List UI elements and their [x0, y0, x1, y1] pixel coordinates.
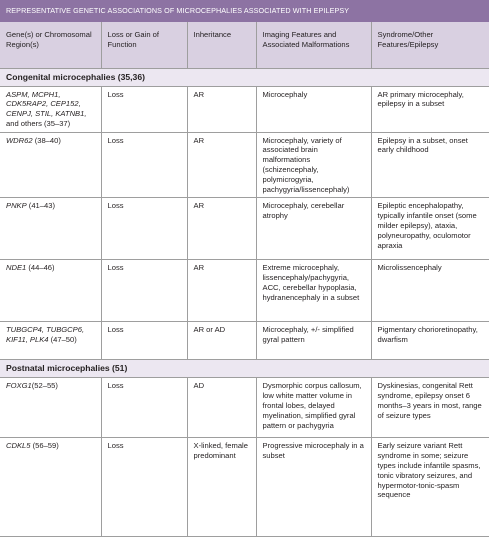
cell-imaging: Dysmorphic corpus callosum, low white matter volume in frontal lobes, delayed myelination, simplified gyral pattern or pachygyria: [256, 378, 371, 438]
cell-inheritance: AR: [187, 86, 256, 132]
gene-reference: (52–55): [31, 381, 58, 391]
header-inheritance: Inheritance: [187, 22, 256, 68]
table-row: [0, 378, 489, 438]
cell-gene: [0, 132, 101, 198]
cell-imaging: Microcephaly, +/- simplified gyral pattern: [256, 322, 371, 360]
cell-gene: [0, 260, 101, 322]
gene-name: PNKP: [6, 201, 27, 211]
cell-inheritance: AR or AD: [187, 322, 256, 360]
header-imaging: Imaging Features and Associated Malformations: [256, 22, 371, 68]
cell-imaging: Microcephaly, cerebellar atrophy: [256, 198, 371, 260]
cell-imaging: Extreme microcephaly, lissencephaly/pachygyria, ACC, cerebellar hypoplasia, hydranencephaly in a subset: [256, 260, 371, 322]
cell-gene: [0, 378, 101, 438]
cell-syndrome: Epilepsy in a subset, onset early childhood: [371, 132, 489, 198]
table-row: [0, 132, 489, 198]
cell-imaging: Microcephaly, variety of associated brain malformations (schizencephaly, polymicrogyria, pachygyria/lissencephaly): [256, 132, 371, 198]
table-header: [0, 22, 489, 68]
header-function: Loss or Gain of Function: [101, 22, 187, 68]
cell-syndrome: Dyskinesias, congenital Rett syndrome, epilepsy onset 6 months–3 years in most, range of seizure types: [371, 378, 489, 438]
cell-function: Loss: [101, 378, 187, 438]
section-row: [0, 68, 489, 86]
header-gene: Gene(s) or Chromosomal Region(s): [0, 22, 101, 68]
table-row: [0, 438, 489, 537]
gene-reference: (56–59): [30, 441, 59, 451]
cell-imaging: Progressive microcephaly in a subset: [256, 438, 371, 537]
cell-gene: [0, 198, 101, 260]
cell-syndrome: Epileptic encephalopathy, typically infantile onset (some milder epilepsy), ataxia, polyneuropathy, oculomotor apraxia: [371, 198, 489, 260]
cell-inheritance: AR: [187, 198, 256, 260]
gene-name: CDKL5: [6, 441, 31, 451]
table-body: [0, 68, 489, 537]
cell-inheritance: AR: [187, 132, 256, 198]
gene-name: WDR62: [6, 135, 33, 145]
cell-function: Loss: [101, 86, 187, 132]
genetics-table: [0, 22, 489, 537]
gene-name: FOXG1: [6, 381, 32, 391]
cell-syndrome: Early seizure variant Rett syndrome in some; seizure types include infantile spasms, tonic vibratory seizures, and hypermotor-tonic-spasm sequence: [371, 438, 489, 537]
gene-name: ASPM, MCPH1, CDK5RAP2, CEP152, CENPJ, STIL, KATNB1,: [6, 89, 87, 119]
cell-imaging: Microcephaly: [256, 86, 371, 132]
cell-gene: [0, 86, 101, 132]
cell-inheritance: AD: [187, 378, 256, 438]
table-row: [0, 322, 489, 360]
cell-syndrome: Pigmentary chorioretinopathy, dwarfism: [371, 322, 489, 360]
cell-syndrome: Microlissencephaly: [371, 260, 489, 322]
cell-gene: [0, 322, 101, 360]
header-syndrome: Syndrome/Other Features/Epilepsy: [371, 22, 489, 68]
section-label: Postnatal microcephalies (51): [0, 360, 489, 378]
cell-function: Loss: [101, 132, 187, 198]
table-row: [0, 86, 489, 132]
cell-inheritance: X-linked, female predominant: [187, 438, 256, 537]
cell-inheritance: AR: [187, 260, 256, 322]
gene-name: TUBGCP4, TUBGCP6, KIF11, PLK4: [6, 325, 85, 345]
gene-reference: (38–40): [32, 135, 61, 145]
gene-reference: (47–50): [48, 335, 77, 345]
gene-name: NDE1: [6, 263, 27, 273]
cell-function: Loss: [101, 198, 187, 260]
section-label: Congenital microcephalies (35,36): [0, 68, 489, 86]
cell-gene: [0, 438, 101, 537]
gene-reference: (44–46): [26, 263, 55, 273]
cell-syndrome: AR primary microcephaly, epilepsy in a subset: [371, 86, 489, 132]
table-title: REPRESENTATIVE GENETIC ASSOCIATIONS OF MICROCEPHALIES ASSOCIATED WITH EPILEPSY: [0, 0, 489, 22]
cell-function: Loss: [101, 260, 187, 322]
gene-reference: (41–43): [26, 201, 55, 211]
table-row: [0, 260, 489, 322]
section-row: [0, 360, 489, 378]
gene-reference: and others (35–37): [6, 118, 71, 128]
table-row: [0, 198, 489, 260]
header-row: [0, 22, 489, 68]
cell-function: Loss: [101, 438, 187, 537]
cell-function: Loss: [101, 322, 187, 360]
